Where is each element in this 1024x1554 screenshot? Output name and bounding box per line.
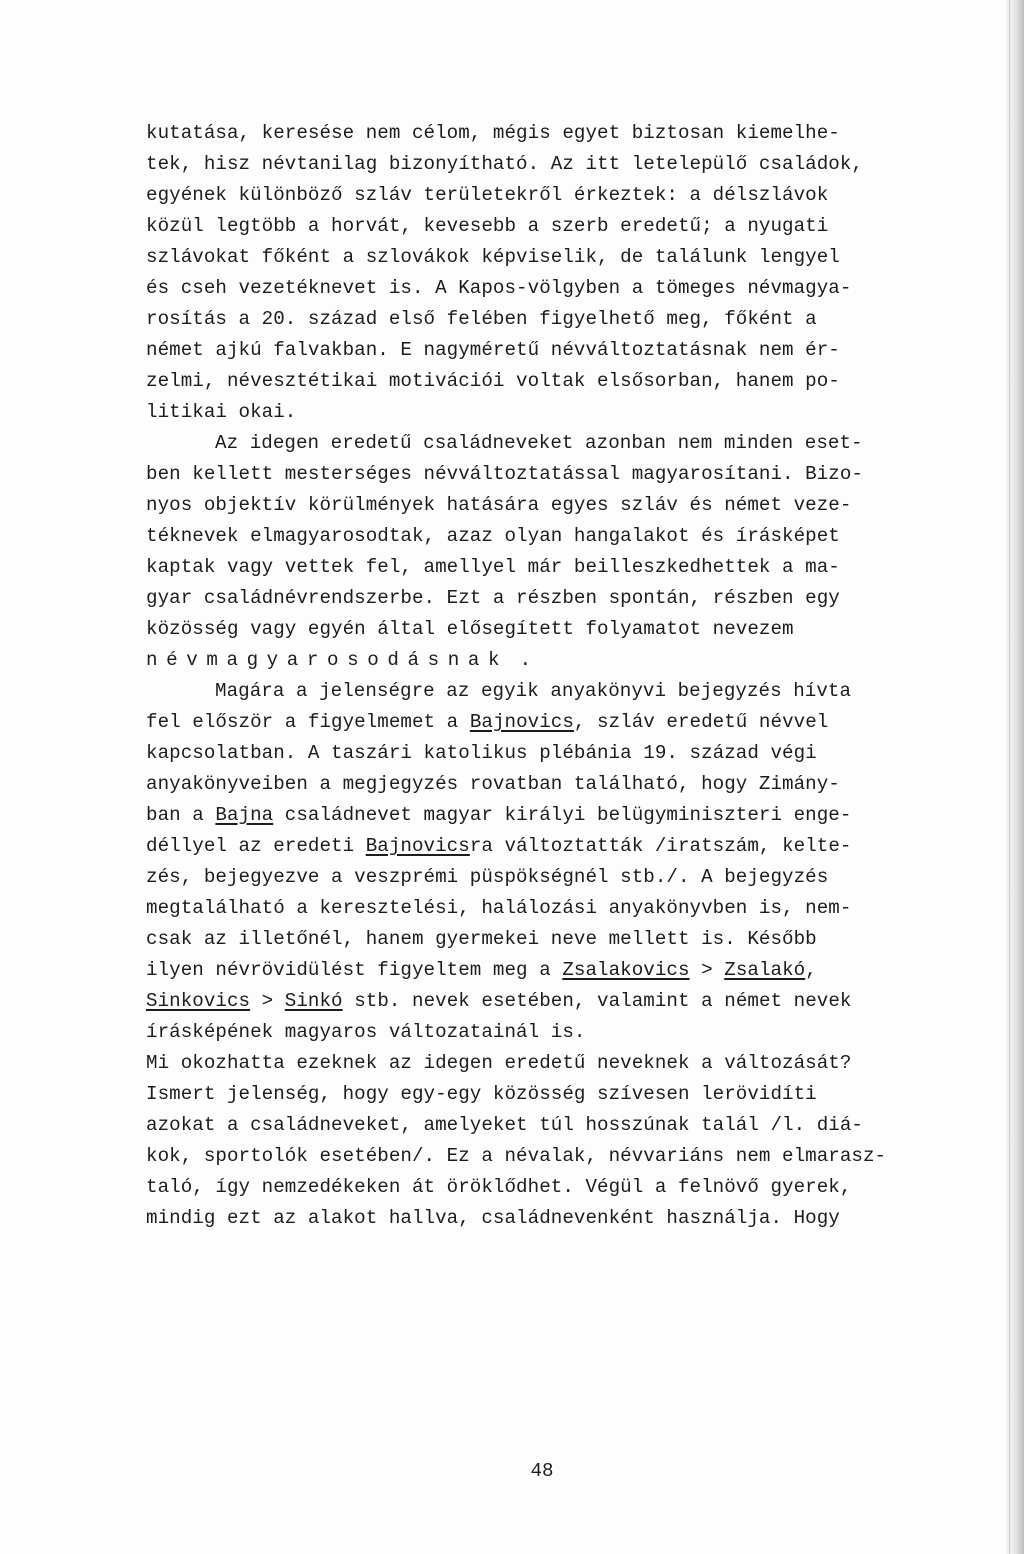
text-line — [146, 552, 1006, 583]
text-line — [146, 180, 1006, 211]
text-line — [146, 893, 1006, 924]
underlined-name: Bajnovics — [469, 711, 574, 733]
text-segment: Az idegen eredetű családneveket azonban nem minden eset- — [215, 432, 863, 454]
text-segment: déllyel az eredeti — [146, 835, 366, 857]
text-segment: kok, sportolók esetében/. Ez a névalak, névvariáns nem elmarasz- — [146, 1145, 887, 1167]
underlined-name: Sinkó — [284, 990, 343, 1012]
text-line — [146, 645, 1006, 676]
text-line — [146, 955, 1006, 986]
text-line — [146, 366, 1006, 397]
text-segment: kutatása, keresése nem célom, mégis egyet biztosan kiemelhe- — [146, 122, 840, 144]
underlined-name: Bajna — [215, 804, 274, 826]
text-segment: rosítás a 20. század első felében figyelhető meg, főként a — [146, 308, 817, 330]
text-segment: > — [689, 959, 725, 981]
text-segment: ben kellett mesterséges névváltoztatással magyarosítani. Bizo- — [146, 463, 863, 485]
text-line — [146, 521, 1006, 552]
text-segment: tek, hisz névtanilag bizonyítható. Az itt letelepülő családok, — [146, 153, 863, 175]
text-line — [146, 583, 1006, 614]
text-segment: szlávokat főként a szlovákok képviselik, de találunk lengyel — [146, 246, 840, 268]
body-text — [146, 118, 1006, 1234]
text-segment: zelmi, névesztétikai motivációi voltak elsősorban, hanem po- — [146, 370, 840, 392]
text-segment: litikai okai. — [146, 401, 297, 423]
text-segment: családnevet magyar királyi belügyminiszteri enge- — [273, 804, 852, 826]
text-line — [146, 335, 1006, 366]
text-line — [146, 986, 1006, 1017]
text-segment: ra változtatták /iratszám, kelte- — [469, 835, 852, 857]
text-line — [146, 707, 1006, 738]
text-segment: kapcsolatban. A taszári katolikus plébánia 19. század végi — [146, 742, 817, 764]
text-line — [146, 1048, 1006, 1079]
text-line — [146, 924, 1006, 955]
emphasized-term: névmagyarosodásnak — [146, 649, 509, 671]
text-line — [146, 676, 1006, 707]
underlined-name: Zsalakó — [724, 959, 806, 981]
text-segment: német ajkú falvakban. E nagyméretű névváltoztatásnak nem ér- — [146, 339, 840, 361]
text-segment: taló, így nemzedékeken át öröklődhet. Végül a felnövő gyerek, — [146, 1176, 852, 1198]
text-line — [146, 428, 1006, 459]
text-segment: Ismert jelenség, hogy egy-egy közösség szívesen lerövidíti — [146, 1083, 817, 1105]
text-segment: ban a — [146, 804, 216, 826]
text-segment: mindig ezt az alakot hallva, családnevenként használja. Hogy — [146, 1207, 840, 1229]
text-segment: gyar családnévrendszerbe. Ezt a részben spontán, részben egy — [146, 587, 840, 609]
text-segment: téknevek elmagyarosodtak, azaz olyan hangalakot és írásképet — [146, 525, 840, 547]
text-line — [146, 211, 1006, 242]
underlined-name: Bajnovics — [365, 835, 470, 857]
text-line — [146, 800, 1006, 831]
text-segment: , szláv eredetű névvel — [573, 711, 829, 733]
page-edge-line — [1009, 0, 1010, 1554]
text-line — [146, 1110, 1006, 1141]
text-line — [146, 831, 1006, 862]
text-segment: > — [250, 990, 285, 1012]
text-line — [146, 273, 1006, 304]
text-line — [146, 149, 1006, 180]
text-segment: zés, bejegyezve a veszprémi püspökségnél stb./. A bejegyzés — [146, 866, 829, 888]
text-line — [146, 1079, 1006, 1110]
text-line — [146, 242, 1006, 273]
text-segment: fel először a figyelmemet a — [146, 711, 470, 733]
text-segment: csak az illetőnél, hanem gyermekei neve mellett is. Később — [146, 928, 817, 950]
text-line — [146, 614, 1006, 645]
text-line — [146, 769, 1006, 800]
text-segment: közül legtöbb a horvát, kevesebb a szerb eredetű; a nyugati — [146, 215, 829, 237]
text-segment: ilyen névrövidülést figyeltem meg a — [146, 959, 563, 981]
text-line — [146, 1172, 1006, 1203]
text-line — [146, 118, 1006, 149]
text-segment: közösség vagy egyén által elősegített folyamatot nevezem — [146, 618, 794, 640]
text-line — [146, 738, 1006, 769]
text-segment: kaptak vagy vettek fel, amellyel már beilleszkedhettek a ma- — [146, 556, 840, 578]
underlined-name: Zsalakovics — [562, 959, 690, 981]
text-segment: nyos objektív körülmények hatására egyes szláv és német veze- — [146, 494, 852, 516]
text-segment: egyének különböző szláv területekről érkeztek: a délszlávok — [146, 184, 829, 206]
underlined-name: Sinkovics — [146, 990, 251, 1012]
page-number: 48 — [530, 1460, 554, 1482]
text-line — [146, 862, 1006, 893]
text-line — [146, 397, 1006, 428]
text-segment: azokat a családneveket, amelyeket túl hosszúnak talál /l. diá- — [146, 1114, 863, 1136]
text-line — [146, 490, 1006, 521]
text-segment: megtalálható a keresztelési, halálozási anyakönyvben is, nem- — [146, 897, 852, 919]
text-segment: stb. nevek esetében, valamint a német nevek — [342, 990, 852, 1012]
text-segment: és cseh vezetéknevet is. A Kapos-völgyben a tömeges névmagya- — [146, 277, 852, 299]
text-line — [146, 1141, 1006, 1172]
text-segment: , — [805, 959, 817, 981]
text-line — [146, 1017, 1006, 1048]
text-segment: írásképének magyaros változatainál is. — [146, 1021, 586, 1043]
text-line — [146, 459, 1006, 490]
text-segment: Magára a jelenségre az egyik anyakönyvi bejegyzés hívta — [215, 680, 852, 702]
text-segment: anyakönyveiben a megjegyzés rovatban található, hogy Zimány- — [146, 773, 840, 795]
text-segment: Mi okozhatta ezeknek az idegen eredetű neveknek a változását? — [146, 1052, 852, 1074]
text-line — [146, 1203, 1006, 1234]
text-line — [146, 304, 1006, 335]
text-segment: . — [508, 649, 532, 671]
